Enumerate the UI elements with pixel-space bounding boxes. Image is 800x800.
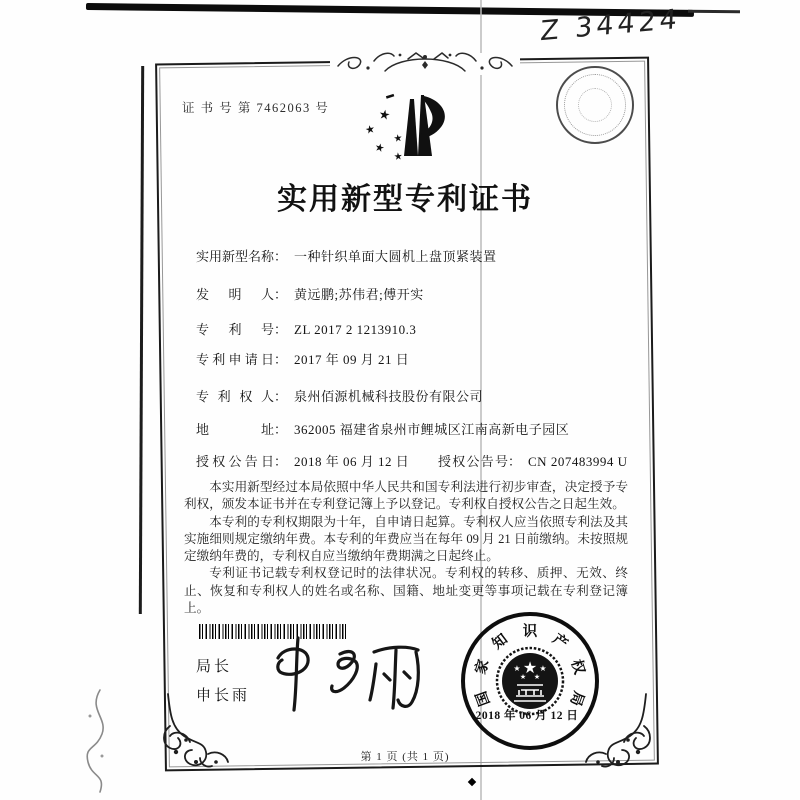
field-filing-date: 专利申请日： 2017 年 09 月 21 日	[196, 349, 409, 368]
signer-title: 局长	[196, 659, 233, 675]
field-label: 授权公告号	[438, 454, 508, 469]
handwritten-number: Z 34424	[539, 3, 682, 48]
legal-paragraph: 专利证书记载专利权登记时的法律状况。专利权的转移、质押、无效、终止、恢复和专利权人的姓名或名称、国籍、地址变更等事项记载在专利登记簿上。	[184, 566, 628, 616]
field-label: 授权公告日	[196, 454, 274, 469]
field-value: 362005 福建省泉州市鲤城区江南高新电子园区	[294, 422, 570, 437]
bottom-right-flourish-icon	[578, 692, 658, 770]
svg-text:★: ★	[373, 140, 387, 156]
svg-text:★: ★	[519, 673, 527, 681]
svg-text:★: ★	[513, 664, 521, 673]
field-value: CN 207483994 U	[528, 454, 628, 469]
top-flourish-ornament-icon	[330, 45, 520, 81]
field-value: 一种针织单面大圆机上盘顶紧装置	[294, 249, 497, 264]
certificate-title: 实用新型专利证书	[277, 183, 533, 216]
field-label: 专利号	[196, 322, 274, 337]
scan-page-edge-shadow	[139, 66, 144, 614]
field-grant-date: 授权公告日： 2018 年 06 月 12 日	[196, 451, 409, 470]
field-inventor: 发明人： 黄远鹏;苏伟君;傅开实	[196, 284, 424, 303]
svg-text:★: ★	[539, 664, 547, 673]
field-label: 地址	[196, 422, 274, 437]
legal-paragraph: 本实用新型经过本局依照中华人民共和国专利法进行初步审查，决定授予专利权，颁发本证书并在专利登记簿上予以登记。专利权自授权公告之日起生效。	[184, 480, 628, 512]
diamond-mark	[468, 778, 476, 786]
legal-text	[184, 479, 628, 617]
svg-text:★: ★	[377, 107, 392, 124]
faint-stamp	[556, 66, 634, 144]
scan-edge-streak-thin	[688, 10, 740, 14]
signature-icon	[262, 632, 437, 717]
field-label: 专利权人	[196, 389, 274, 404]
field-value: 2018 年 06 月 12 日	[294, 454, 410, 469]
field-label: 发明人	[196, 287, 274, 302]
field-grant-number: 授权公告号： CN 207483994 U	[438, 451, 627, 470]
page-footer: 第 1 页 (共 1 页)	[360, 751, 450, 763]
field-value: 黄远鹏;苏伟君;傅开实	[294, 287, 424, 302]
field-patent-number: 专利号： ZL 2017 2 1213910.3	[196, 319, 416, 338]
field-label: 实用新型名称	[196, 249, 275, 264]
legal-paragraph: 本专利的专利权期限为十年，自申请日起算。专利权人应当依照专利法及其实施细则规定缴纳年费。本专利的年费应当在每年 09 月 21 日前缴纳。未按照规定缴纳年费的，专利权自应当缴纳年费期满之日起终止。	[184, 514, 628, 564]
sipo-logo-icon	[352, 86, 452, 170]
field-address: 地址： 362005 福建省泉州市鲤城区江南高新电子园区	[196, 419, 569, 438]
field-value: 泉州佰源机械科技股份有限公司	[294, 389, 484, 404]
svg-text:★: ★	[363, 122, 377, 137]
seal-date: 2018 年 06 月 12 日	[475, 710, 579, 722]
field-value: ZL 2017 2 1213910.3	[294, 322, 417, 337]
certificate-number: 证 书 号 第 7462063 号	[182, 101, 330, 115]
field-utility-model-name: 实用新型名称： 一种针织单面大圆机上盘顶紧装置	[196, 246, 497, 265]
svg-text:★: ★	[393, 151, 404, 163]
field-label: 专利申请日	[196, 352, 274, 367]
faint-stamp-inner-ring	[578, 88, 612, 122]
official-seal: 国 家 知 识 产 权 局 ★ ★ ★ ★ ★	[461, 612, 599, 750]
signer-name: 申长雨	[196, 688, 251, 704]
bottom-left-flourish-icon	[156, 692, 236, 770]
svg-text:★: ★	[392, 132, 404, 145]
svg-text:★: ★	[533, 673, 541, 681]
scan-curl-artifact	[78, 686, 114, 798]
svg-text:★: ★	[522, 658, 538, 677]
field-patentee: 专利权人： 泉州佰源机械科技股份有限公司	[196, 386, 483, 405]
field-value: 2017 年 09 月 21 日	[294, 352, 410, 367]
